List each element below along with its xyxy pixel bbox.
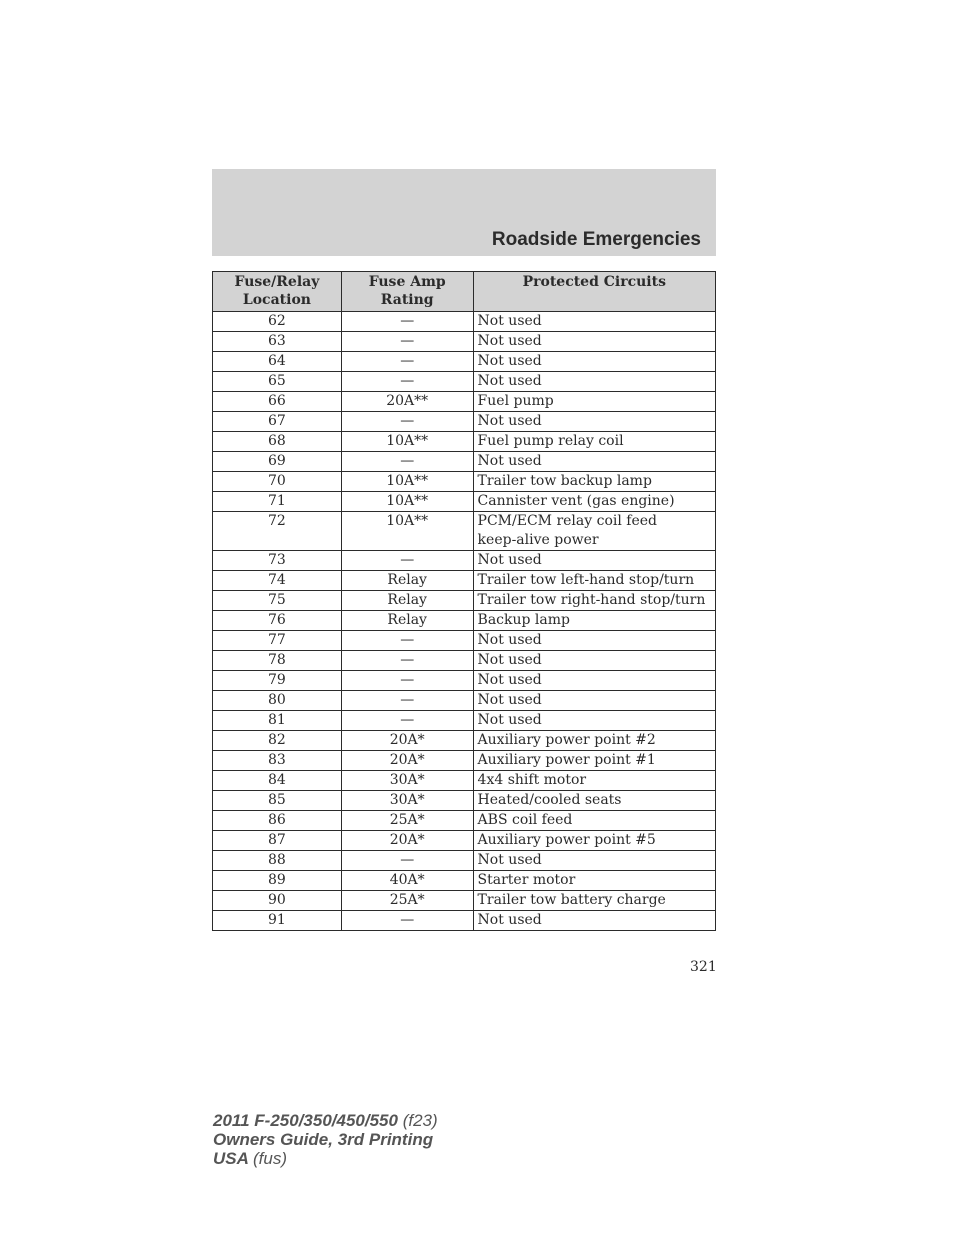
fuse-rating-cell: 20A* xyxy=(341,731,473,751)
fuse-rating-cell: 40A* xyxy=(341,871,473,891)
fuse-rating-cell: — xyxy=(341,452,473,472)
fuse-rating-cell: — xyxy=(341,352,473,372)
fuse-rating-cell: 10A** xyxy=(341,512,473,551)
footer-model-code: (f23) xyxy=(402,1111,438,1130)
document-footer xyxy=(213,1111,438,1168)
protected-circuit-cell: Heated/cooled seats xyxy=(473,791,715,811)
table-row xyxy=(213,871,716,891)
table-row xyxy=(213,352,716,372)
fuse-location-cell: 91 xyxy=(213,911,342,931)
table-row xyxy=(213,591,716,611)
fuse-rating-cell: — xyxy=(341,851,473,871)
fuse-location-cell: 84 xyxy=(213,771,342,791)
fuse-location-cell: 78 xyxy=(213,651,342,671)
column-header-rating: Fuse Amp Rating xyxy=(341,272,473,312)
fuse-rating-cell: — xyxy=(341,412,473,432)
fuse-rating-cell: — xyxy=(341,551,473,571)
table-row xyxy=(213,751,716,771)
fuse-rating-cell: 10A** xyxy=(341,432,473,452)
protected-circuit-cell: Not used xyxy=(473,691,715,711)
fuse-rating-cell: Relay xyxy=(341,571,473,591)
fuse-location-cell: 79 xyxy=(213,671,342,691)
table-row xyxy=(213,551,716,571)
protected-circuit-cell: Backup lamp xyxy=(473,611,715,631)
column-header-circuits: Protected Circuits xyxy=(473,272,715,312)
footer-line-2: Owners Guide, 3rd Printing xyxy=(213,1130,434,1149)
fuse-rating-cell: 30A* xyxy=(341,791,473,811)
table-row xyxy=(213,911,716,931)
fuse-location-cell: 81 xyxy=(213,711,342,731)
section-header-band xyxy=(212,169,716,256)
table-row xyxy=(213,332,716,352)
fuse-location-cell: 83 xyxy=(213,751,342,771)
protected-circuit-cell: Trailer tow battery charge xyxy=(473,891,715,911)
protected-circuit-cell: Trailer tow backup lamp xyxy=(473,472,715,492)
footer-region: USA xyxy=(213,1149,249,1168)
protected-circuit-cell: Trailer tow left-hand stop/turn xyxy=(473,571,715,591)
protected-circuit-cell: Not used xyxy=(473,412,715,432)
fuse-rating-cell: 20A** xyxy=(341,392,473,412)
table-row xyxy=(213,771,716,791)
fuse-rating-cell: — xyxy=(341,711,473,731)
table-row xyxy=(213,312,716,332)
fuse-rating-cell: — xyxy=(341,372,473,392)
fuse-table xyxy=(212,271,716,931)
footer-model: 2011 F-250/350/450/550 xyxy=(213,1111,398,1130)
fuse-rating-cell: 20A* xyxy=(341,831,473,851)
footer-line-1 xyxy=(213,1111,438,1130)
fuse-location-cell: 65 xyxy=(213,372,342,392)
fuse-rating-cell: 20A* xyxy=(341,751,473,771)
protected-circuit-cell: Not used xyxy=(473,312,715,332)
fuse-location-cell: 74 xyxy=(213,571,342,591)
protected-circuit-cell: Cannister vent (gas engine) xyxy=(473,492,715,512)
table-row xyxy=(213,571,716,591)
table-row xyxy=(213,412,716,432)
fuse-location-cell: 69 xyxy=(213,452,342,472)
table-row xyxy=(213,492,716,512)
footer-region-code: (fus) xyxy=(253,1149,287,1168)
table-row xyxy=(213,611,716,631)
protected-circuit-cell: Not used xyxy=(473,551,715,571)
fuse-location-cell: 68 xyxy=(213,432,342,452)
fuse-location-cell: 88 xyxy=(213,851,342,871)
protected-circuit-cell: Not used xyxy=(473,372,715,392)
fuse-rating-cell: — xyxy=(341,312,473,332)
fuse-location-cell: 72 xyxy=(213,512,342,551)
table-row xyxy=(213,631,716,651)
table-row xyxy=(213,791,716,811)
protected-circuit-cell: Not used xyxy=(473,332,715,352)
fuse-location-cell: 85 xyxy=(213,791,342,811)
table-row xyxy=(213,392,716,412)
protected-circuit-cell: Not used xyxy=(473,911,715,931)
fuse-location-cell: 67 xyxy=(213,412,342,432)
protected-circuit-cell: Trailer tow right-hand stop/turn xyxy=(473,591,715,611)
protected-circuit-cell: Not used xyxy=(473,671,715,691)
protected-circuit-cell: Fuel pump xyxy=(473,392,715,412)
fuse-rating-cell: Relay xyxy=(341,591,473,611)
protected-circuit-cell: Not used xyxy=(473,651,715,671)
protected-circuit-cell: Not used xyxy=(473,631,715,651)
table-body xyxy=(213,312,716,931)
protected-circuit-cell: Not used xyxy=(473,711,715,731)
fuse-location-cell: 77 xyxy=(213,631,342,651)
footer-line-3 xyxy=(213,1149,438,1168)
protected-circuit-cell: Not used xyxy=(473,452,715,472)
page-number: 321 xyxy=(690,959,717,975)
fuse-location-cell: 66 xyxy=(213,392,342,412)
fuse-location-cell: 63 xyxy=(213,332,342,352)
table-row xyxy=(213,432,716,452)
fuse-rating-cell: 25A* xyxy=(341,891,473,911)
table-row xyxy=(213,851,716,871)
fuse-location-cell: 73 xyxy=(213,551,342,571)
protected-circuit-cell: Not used xyxy=(473,352,715,372)
table-row xyxy=(213,512,716,551)
protected-circuit-cell: 4x4 shift motor xyxy=(473,771,715,791)
fuse-location-cell: 86 xyxy=(213,811,342,831)
table-row xyxy=(213,731,716,751)
protected-circuit-cell: Starter motor xyxy=(473,871,715,891)
protected-circuit-cell: Auxiliary power point #5 xyxy=(473,831,715,851)
fuse-location-cell: 76 xyxy=(213,611,342,631)
table-row xyxy=(213,651,716,671)
table-row xyxy=(213,831,716,851)
fuse-location-cell: 90 xyxy=(213,891,342,911)
fuse-rating-cell: 10A** xyxy=(341,472,473,492)
protected-circuit-cell: Fuel pump relay coil xyxy=(473,432,715,452)
fuse-location-cell: 70 xyxy=(213,472,342,492)
fuse-location-cell: 80 xyxy=(213,691,342,711)
fuse-rating-cell: — xyxy=(341,651,473,671)
fuse-rating-cell: — xyxy=(341,332,473,352)
table-row xyxy=(213,472,716,492)
table-row xyxy=(213,372,716,392)
fuse-rating-cell: — xyxy=(341,691,473,711)
protected-circuit-cell: PCM/ECM relay coil feed keep-alive power xyxy=(473,512,715,551)
fuse-rating-cell: Relay xyxy=(341,611,473,631)
fuse-location-cell: 71 xyxy=(213,492,342,512)
section-title: Roadside Emergencies xyxy=(491,229,701,250)
table-row xyxy=(213,452,716,472)
protected-circuit-cell: Auxiliary power point #2 xyxy=(473,731,715,751)
protected-circuit-cell: Auxiliary power point #1 xyxy=(473,751,715,771)
fuse-location-cell: 62 xyxy=(213,312,342,332)
fuse-rating-cell: — xyxy=(341,671,473,691)
table-row xyxy=(213,891,716,911)
fuse-rating-cell: 30A* xyxy=(341,771,473,791)
table-row xyxy=(213,711,716,731)
table-row xyxy=(213,811,716,831)
table-header-row xyxy=(213,272,716,312)
protected-circuit-cell: Not used xyxy=(473,851,715,871)
fuse-location-cell: 64 xyxy=(213,352,342,372)
column-header-location: Fuse/Relay Location xyxy=(213,272,342,312)
fuse-location-cell: 89 xyxy=(213,871,342,891)
fuse-rating-cell: 10A** xyxy=(341,492,473,512)
table-row xyxy=(213,671,716,691)
fuse-location-cell: 75 xyxy=(213,591,342,611)
fuse-location-cell: 87 xyxy=(213,831,342,851)
fuse-rating-cell: 25A* xyxy=(341,811,473,831)
protected-circuit-cell: ABS coil feed xyxy=(473,811,715,831)
fuse-location-cell: 82 xyxy=(213,731,342,751)
fuse-rating-cell: — xyxy=(341,631,473,651)
fuse-rating-cell: — xyxy=(341,911,473,931)
table-row xyxy=(213,691,716,711)
